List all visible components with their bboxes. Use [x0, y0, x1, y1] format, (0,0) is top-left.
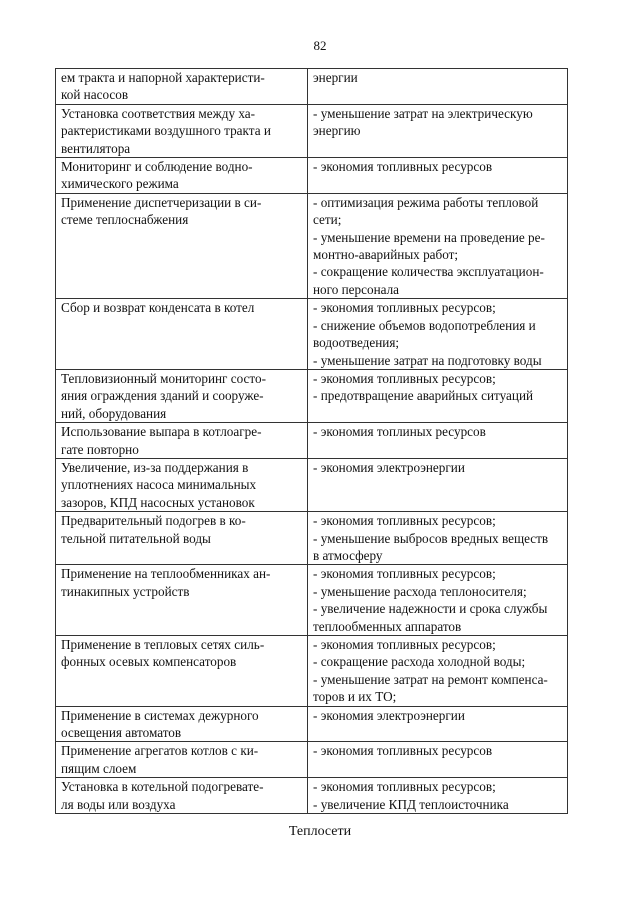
table-row	[56, 706, 568, 742]
effect-cell: - экономия топливных ресурсов; - предотвращение аварийных ситуаций	[308, 369, 568, 422]
table-row	[56, 423, 568, 459]
measure-cell: Установка соответствия между ха- рактеристиками воздушного тракта и вентилятора	[56, 104, 308, 157]
measures-table-body	[56, 69, 568, 814]
table-row	[56, 299, 568, 370]
measure-cell: ем тракта и напорной характеристи- кой насосов	[56, 69, 308, 105]
table-row	[56, 158, 568, 194]
table-row	[56, 636, 568, 707]
effect-cell: энергии	[308, 69, 568, 105]
effect-cell: - экономия топливных ресурсов; - снижение объемов водопотребления и водоотведения; - уменьшение затрат на подготовку воды	[308, 299, 568, 370]
effect-cell: - уменьшение затрат на электрическую энергию	[308, 104, 568, 157]
measure-cell: Применение на теплообменниках ан- тинакипных устройств	[56, 565, 308, 636]
table-row	[56, 778, 568, 814]
measure-cell: Тепловизионный мониторинг состо- яния ограждения зданий и сооруже- ний, оборудования	[56, 369, 308, 422]
table-row	[56, 742, 568, 778]
measure-cell: Предварительный подогрев в ко- тельной питательной воды	[56, 512, 308, 565]
effect-cell: - экономия топливных ресурсов	[308, 158, 568, 194]
effect-cell: - экономия электроэнергии	[308, 706, 568, 742]
effect-cell: - экономия топлиных ресурсов	[308, 423, 568, 459]
table-row	[56, 369, 568, 422]
effect-cell: - экономия топливных ресурсов; - уменьшение выбросов вредных веществ в атмосферу	[308, 512, 568, 565]
table-row	[56, 104, 568, 157]
effect-cell: - экономия топливных ресурсов	[308, 742, 568, 778]
measure-cell: Применение агрегатов котлов с ки- пящим слоем	[56, 742, 308, 778]
section-title: Теплосети	[288, 824, 352, 839]
measure-cell: Мониторинг и соблюдение водно- химического режима	[56, 158, 308, 194]
table-row	[56, 193, 568, 298]
table-row	[56, 69, 568, 105]
measure-cell: Сбор и возврат конденсата в котел	[56, 299, 308, 370]
effect-cell: - экономия топливных ресурсов; - уменьшение расхода теплоносителя; - увеличение надежности и срока службы теплообменных аппаратов	[308, 565, 568, 636]
measure-cell: Применение диспетчеризации в си- стеме теплоснабжения	[56, 193, 308, 298]
effect-cell: - экономия электроэнергии	[308, 458, 568, 511]
table-row	[56, 458, 568, 511]
measure-cell: Применение в системах дежурного освещения автоматов	[56, 706, 308, 742]
effect-cell: - экономия топливных ресурсов; - сокращение расхода холодной воды; - уменьшение затрат на ремонт компенса- торов и их ТО;	[308, 636, 568, 707]
measure-cell: Применение в тепловых сетях силь- фонных осевых компенсаторов	[56, 636, 308, 707]
table-row	[56, 512, 568, 565]
effect-cell: - экономия топливных ресурсов; - увеличение КПД теплоисточника	[308, 778, 568, 814]
measure-cell: Увеличение, из-за поддержания в уплотнениях насоса минимальных зазоров, КПД насосных установок	[56, 458, 308, 511]
page-number: 82	[313, 38, 327, 53]
measure-cell: Использование выпара в котлоагре- гате повторно	[56, 423, 308, 459]
measure-cell: Установка в котельной подогревате- ля воды или воздуха	[56, 778, 308, 814]
measures-table	[55, 68, 568, 814]
effect-cell: - оптимизация режима работы тепловой сети; - уменьшение времени на проведение ре- монтно-аварийных работ; - сокращение количества эксплуатацион- ного персонала	[308, 193, 568, 298]
table-row	[56, 565, 568, 636]
